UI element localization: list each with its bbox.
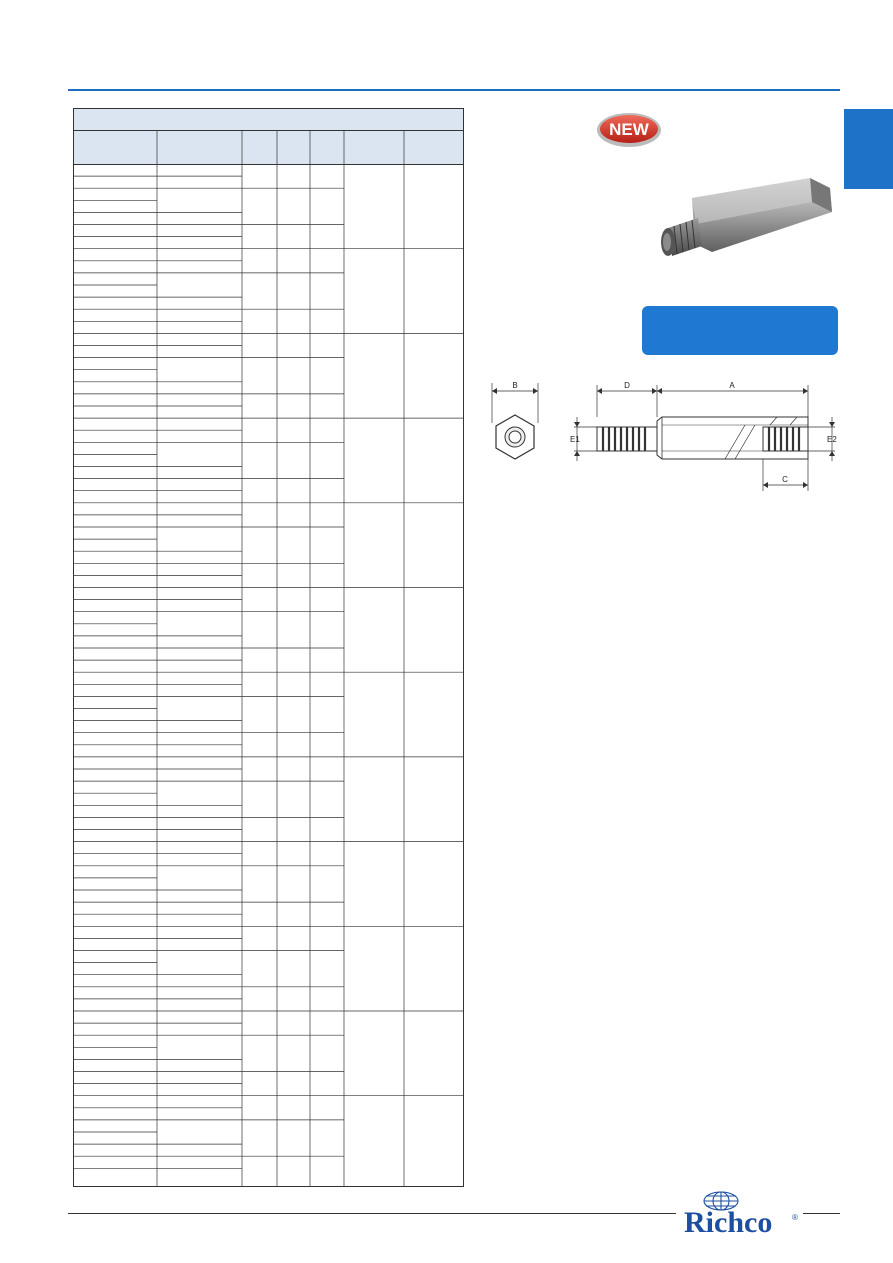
table-border (74, 109, 464, 1187)
richco-logo (676, 1190, 804, 1238)
table-header-row (74, 131, 464, 165)
side-view (570, 381, 837, 491)
header-rule (68, 89, 840, 91)
spec-table (73, 108, 464, 1187)
table-grid (73, 130, 463, 1186)
hex-end-view (492, 381, 538, 459)
registered-mark: ® (792, 1213, 798, 1222)
dim-b-label: B (512, 381, 518, 390)
footer-rule-right (803, 1213, 840, 1214)
technical-drawing (470, 375, 850, 500)
brand-wordmark: Richco (684, 1206, 773, 1238)
new-badge-label: NEW (609, 120, 649, 139)
standoff-photo (640, 160, 840, 290)
dim-c-label: C (782, 475, 788, 484)
dim-e2-label: E2 (827, 435, 837, 444)
table-title-bar (74, 109, 464, 131)
dim-d-label: D (624, 381, 630, 390)
footer-rule (68, 1213, 676, 1214)
dim-a-label: A (729, 381, 735, 390)
dim-e1-label: E1 (570, 435, 580, 444)
info-box (642, 306, 838, 355)
new-badge (596, 112, 662, 148)
section-tab (844, 109, 893, 189)
